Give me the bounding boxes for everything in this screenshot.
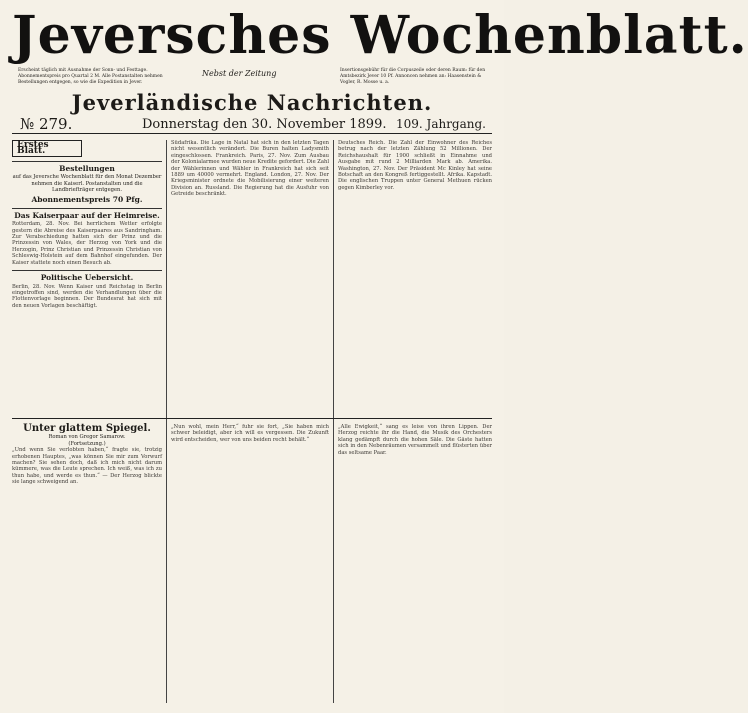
- column-2: [171, 140, 329, 198]
- feuilleton-text: „Nun wohl, mein Herr,“ fuhr sie fort, „Sie haben mich schwer beleidigt, aber ich will es vergessen. Die Zukunft wird entscheiden, wer von uns beiden recht behält.“: [171, 424, 329, 443]
- advertising-notice: Insertionsgebühr für die Corpuszeile oder deren Raum: für den Amtsbezirk Jever 10 Pf. Annoncen nehmen an: Haasenstein & Vogler, R. Mosse u. a.: [340, 68, 486, 85]
- column-divider: [333, 140, 334, 703]
- feuilleton-continued: (Fortsetzung.): [68, 440, 106, 447]
- feuilleton-column-1: [12, 424, 162, 486]
- divider: [12, 208, 162, 209]
- divider: [12, 270, 162, 271]
- supplement-note: Nebst der Zeitung: [202, 69, 277, 78]
- divider: [12, 161, 162, 162]
- orders-heading: Bestellungen: [59, 163, 115, 173]
- kaiserpaar-heading: Das Kaiserpaar auf der Heimreise.: [14, 210, 160, 220]
- issue-number: № 279.: [20, 115, 73, 133]
- feuilleton-column-2: [171, 424, 329, 443]
- feuilleton-divider: [12, 418, 492, 419]
- kaiserpaar-article: Rotterdam, 28. Nov. Bei herrlichem Wetter erfolgte gestern die Abreise des Kaiserpaares aus Sandringham. Zur Verabschiedung hatten sich der Prinz und die Prinzessin von Wales, der Herzog von York und die Herzogin, Prinz Christian und Prinzessin Christian von Schleswig-Holstein auf dem Bahnhof eingefunden. Der Kaiser stattete noch einen Besuch ab.: [12, 221, 162, 266]
- news-article: Südafrika. Die Lage in Natal hat sich in den letzten Tagen nicht wesentlich verändert. Die Buren halten Ladysmith eingeschlossen. Frankreich. Paris, 27. Nov. Zum Ausbau der Kolonialarmee wurden neue Kredite gefordert. Die Zahl der Wählerinnen und Wähler in Frankreich hat sich seit 1889 um 40000 vermehrt. England. London, 27. Nov. Der Kriegsminister ordnete die Mobilisierung einer weiteren Division an. Russland. Die Regierung hat die Ausfuhr von Getreide beschränkt.: [171, 140, 329, 198]
- column-3: [338, 140, 492, 191]
- political-overview-article: Berlin, 28. Nov. Wenn Kaiser und Reichstag in Berlin eingetroffen sind, werden die Verhandlungen über die Flottenvorlage beginnen. Der Bundesrat hat sich mit den neuen Vorlagen beschäftigt.: [12, 283, 162, 309]
- subscription-notice: Erscheint täglich mit Ausnahme der Sonn- und Festtage. Abonnementspreis pro Quartal 2 M. Alle Postanstalten nehmen Bestellungen entgegen, so wie die Expedition in Jever.: [18, 68, 163, 85]
- column-divider: [166, 140, 167, 703]
- first-sheet-box: Erstes Blatt.: [12, 140, 82, 157]
- feuilleton-column-3: [338, 424, 492, 456]
- feuilleton-author: Roman von Gregor Samarow.: [48, 434, 126, 441]
- issue-date: Donnerstag den 30. November 1899.: [142, 117, 387, 132]
- orders-text: auf das Jeversche Wochenblatt für den Monat Dezember nehmen die Kaiserl. Postanstalten und die Landbriefträger entgegen.: [12, 174, 162, 194]
- feuilleton-text: „Und wenn Sie verlobten haben,“ fragte sie, trotzig erhobenen Hauptes, „was können Sie mir zum Vorwurf machen? Sie sehen doch, daß ich mich nicht darum kümmere, was die Leute sprechen. Ich weiß, was ich zu thun habe, und werde es thun.“ — Der Herzog blickte sie lange schweigend an.: [12, 447, 162, 486]
- masthead: [12, 5, 748, 85]
- news-article: Deutsches Reich. Die Zahl der Einwohner des Reiches betrug nach der letzten Zählung 52 Millionen. Der Reichshaushalt für 1900 schließt in Einnahme und Ausgabe mit rund 2 Milliarden Mark ab. Amerika. Washington, 27. Nov. Der Präsident Mc Kinley hat seine Botschaft an den Kongreß fertiggestellt. Afrika. Kapstadt. Die englischen Truppen unter General Methuen rücken gegen Kimberley vor.: [338, 140, 492, 191]
- political-overview-heading: Politische Uebersicht.: [40, 273, 134, 283]
- newspaper-title: Jeversches Wochenblatt.: [12, 5, 748, 66]
- issue-line: [12, 115, 492, 134]
- column-1: [12, 140, 162, 309]
- newspaper-subtitle: Jeverländische Nachrichten.: [71, 90, 433, 115]
- feuilleton-title: Unter glattem Spiegel.: [23, 423, 151, 434]
- issue-year: 109. Jahrgang.: [395, 117, 486, 131]
- subscription-price: Abonnementspreis 70 Pfg.: [31, 195, 143, 205]
- feuilleton-text: „Alle Ewigkeit,“ sang es leise von ihren Lippen. Der Herzog reichte ihr die Hand, die Musik des Orchesters klang gedämpft durch die hohen Säle. Die Gäste hatten sich in den Nebenräumen versammelt und flüsterten über das seltsame Paar.: [338, 424, 492, 456]
